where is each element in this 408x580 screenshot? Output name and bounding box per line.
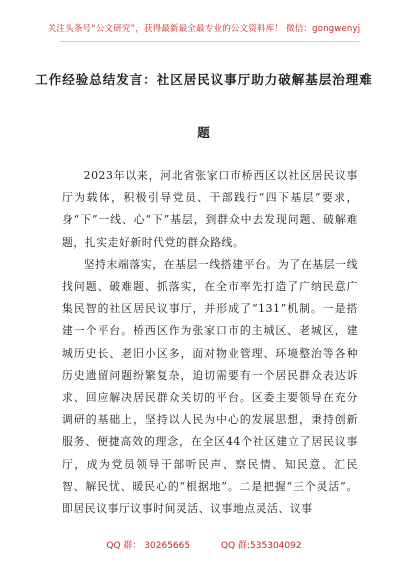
document-title: 工作经验总结发言：社区居民议事厅助力破解基层治理难 [35, 72, 373, 87]
footer-qq-group-1: QQ 群： 30265665 [106, 541, 191, 551]
header-note: 关注头条号“公文研究”，获得最新最全最专业的公文资料库！ 微信：gongwenyj [47, 24, 361, 34]
paragraph: 2023年以来，河北省张家口市桥西区以社区居民议事厅为载体，积极引导党员、干部践行“四下基层”要求，身“下”一线、心“下”基层，到群众中去发现问题、破解难题，扎实走好新时代党的群众路线。 [62, 169, 358, 249]
footer [0, 538, 408, 551]
document-title-continuation: 题 [197, 125, 211, 140]
header-divider [60, 41, 360, 42]
footer-qq-group-2: QQ 群:535304092 [220, 541, 302, 551]
paragraph: 坚持末端落实，在基层一线搭建平台。为了在基层一线找问题、破难题、抓落实，在全市率先打造了广纳民意广集民智的社区居民议事厅，并形成了“131”机制。一是搭建一个平台。桥西区作为张家口市的主城区、老城区，建城历史长、老旧小区多，面对物业管理、环境整治等各种历史遗留问题纷繁复杂，迫切需要有一个居民群众表达诉求、回应解决居民群众关切的平台。区委主要领导在充分调研的基础上，坚持以人民为中心的发展思想，秉持创新服务、便捷高效的理念，在全区44个社区建立了居民议事厅，成为党员领导干部听民声、察民情、知民意、汇民智、解民忧、暖民心的“根据地”。二是把握“三个灵活”。即居民议事厅议事时间灵活、议事地点灵活、议事 [62, 257, 358, 516]
document-body [62, 165, 358, 520]
